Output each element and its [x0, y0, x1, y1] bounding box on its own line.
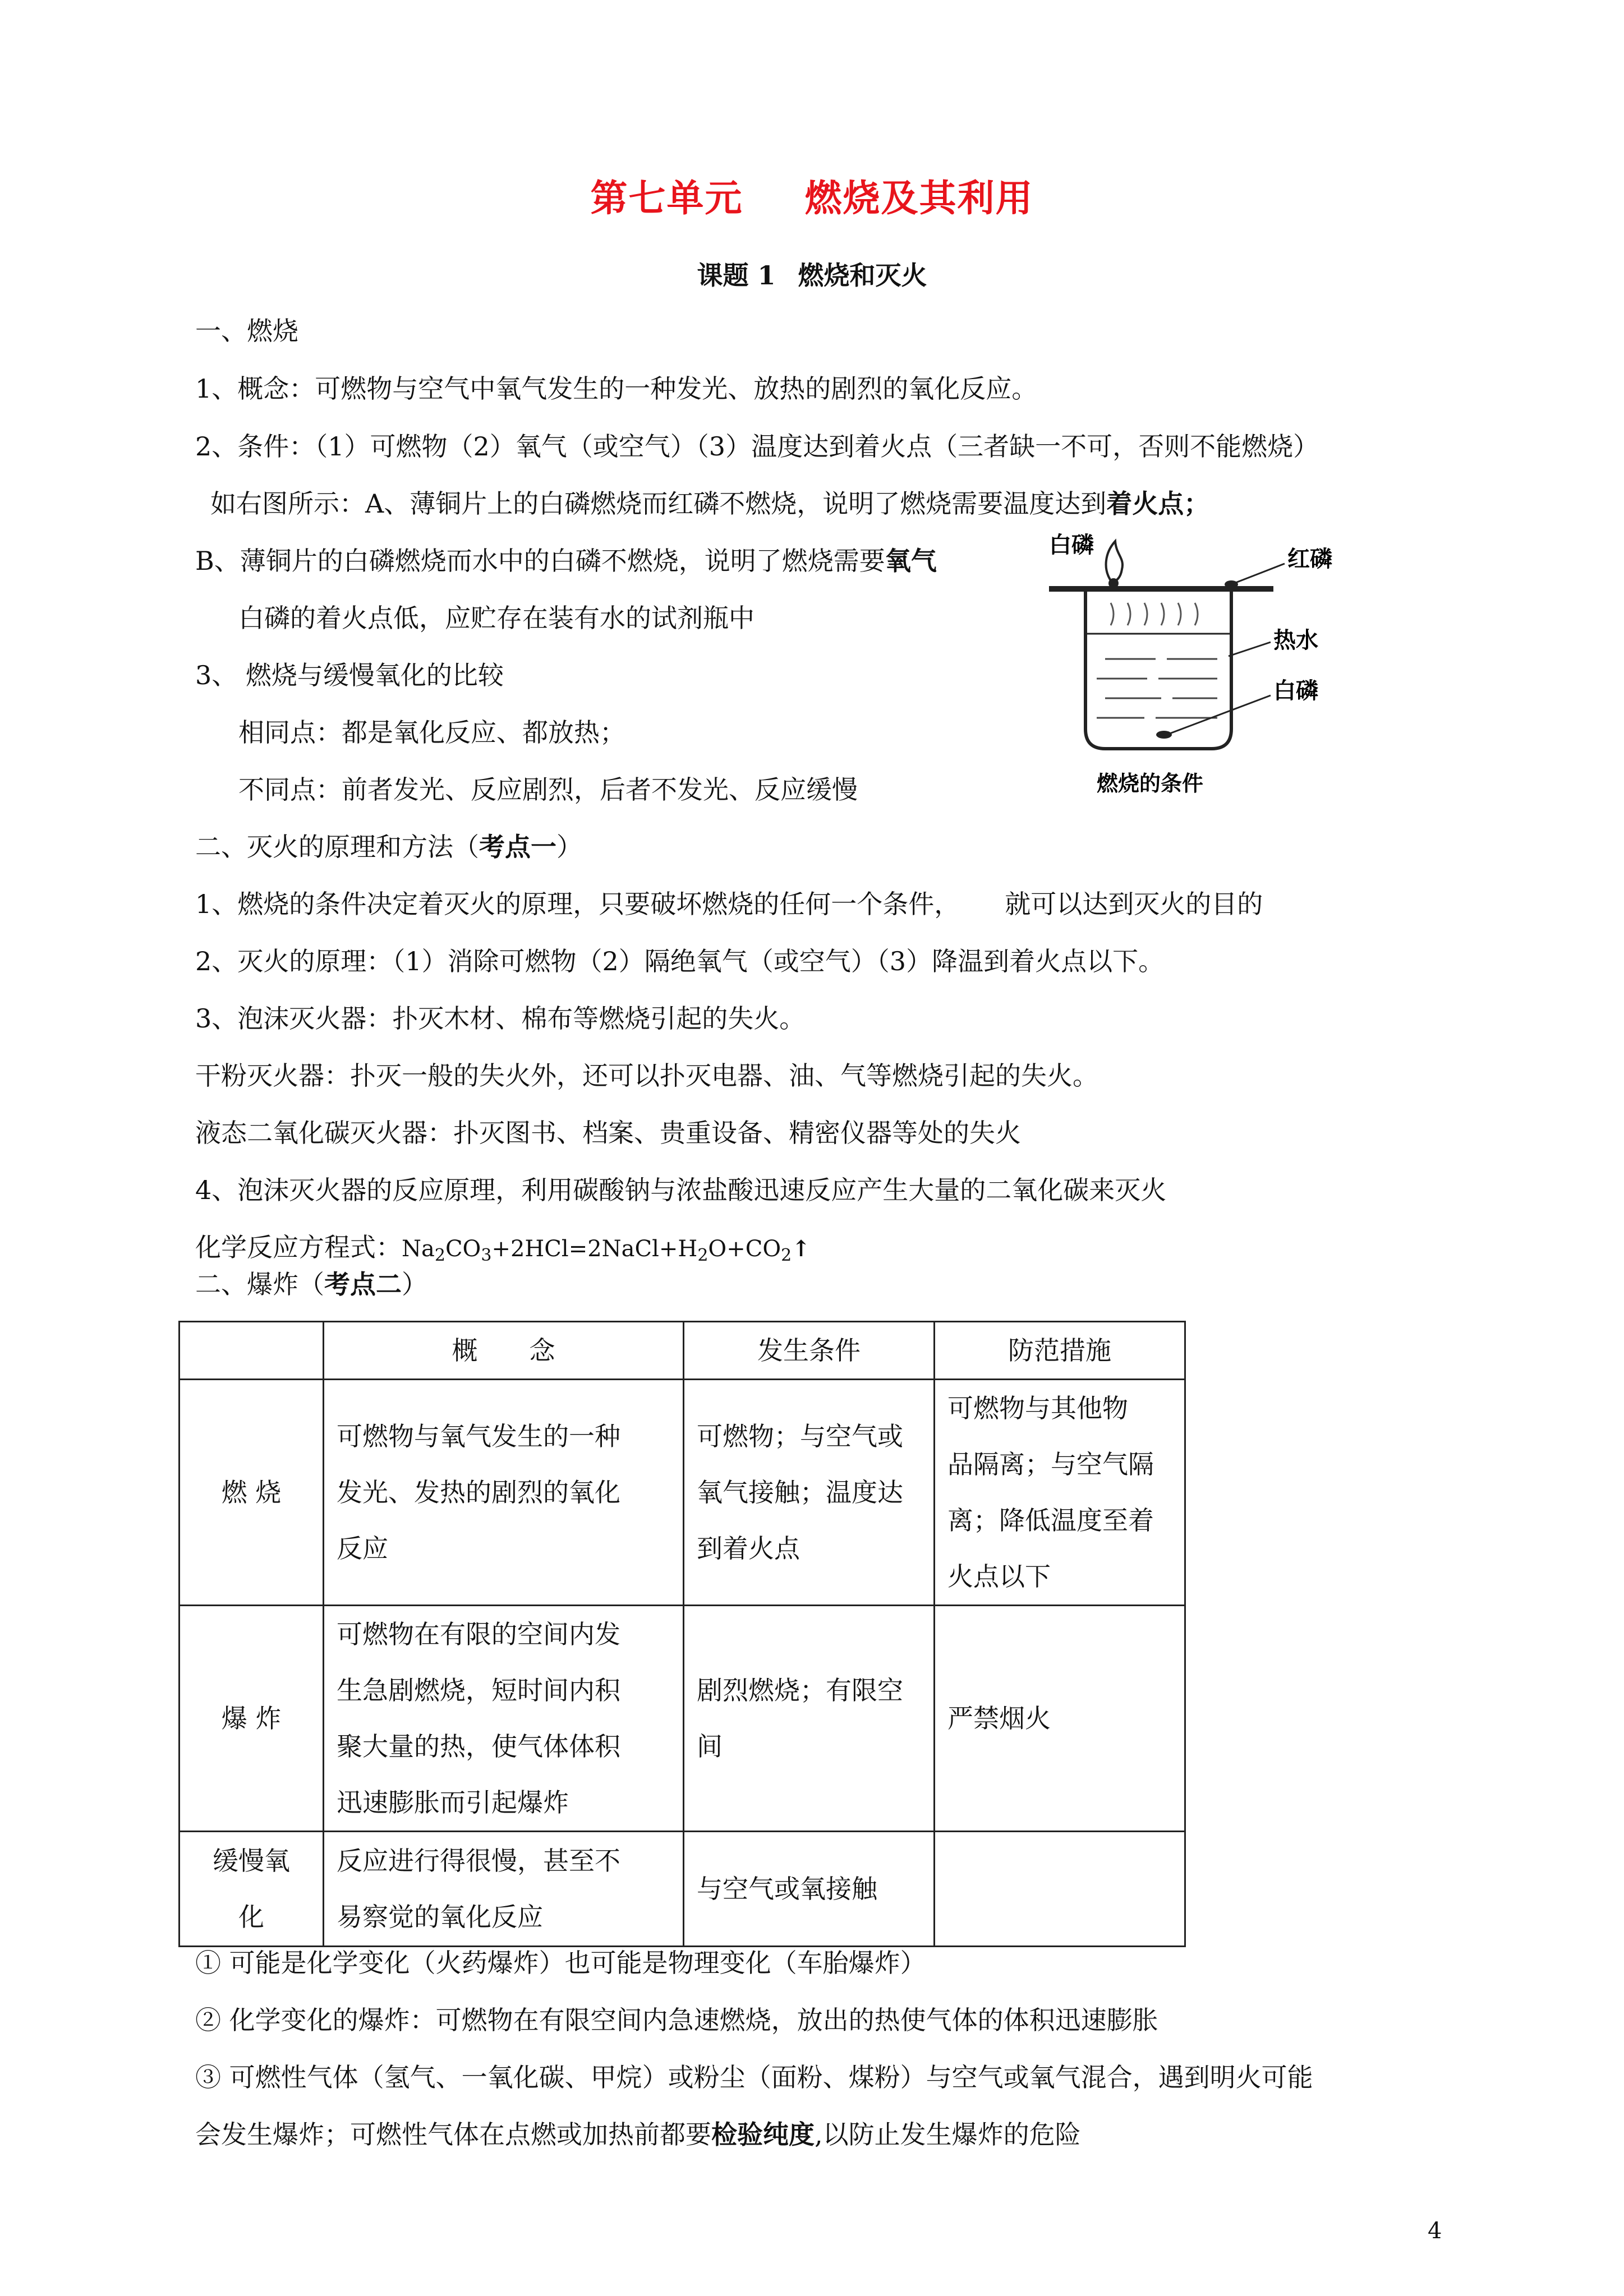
label-white-phosphorus-bottom: 白磷: [1273, 678, 1318, 704]
table-header-cell: 概 念: [324, 1322, 684, 1380]
steam-lines: [1111, 603, 1198, 625]
note-4: 会发生爆炸；可燃性气体在点燃或加热前都要检验纯度,以防止发生爆炸的危险: [195, 2119, 1081, 2150]
row-concept: 可燃物在有限的空间内发 生急剧燃烧，短时间内积 聚大量的热，使气体体积 迅速膨胀而引起爆炸: [324, 1606, 684, 1832]
figure-b-line: B、薄铜片的白磷燃烧而水中的白磷不燃烧，说明了燃烧需要氧气: [195, 546, 937, 576]
unit-title: 第七单元 燃烧及其利用: [590, 176, 1034, 220]
section1-heading: 一、燃烧: [195, 316, 298, 346]
table-header-cell: [180, 1322, 324, 1380]
beaker-diagram: [1049, 527, 1363, 802]
equation-line: 化学反应方程式：$Na_2CO_3+2HCl=2NaCl+H_2O+CO_2↑$: [195, 1232, 811, 1265]
flame-icon: [1106, 541, 1122, 582]
row-prevention: 可燃物与其他物 品隔离；与空气隔 离；降低温度至着 火点以下: [935, 1380, 1185, 1606]
concept-line: 1、概念：可燃物与空气中氧气发生的一种发光、放热的剧烈的氧化反应。: [195, 374, 1038, 404]
copper-plate: [1049, 586, 1273, 592]
row-prevention: [935, 1832, 1185, 1947]
beaker: [1085, 592, 1231, 749]
page-number: 4: [1428, 2218, 1442, 2244]
figure-a-line: 如右图所示：A、薄铜片上的白磷燃烧而红磷不燃烧，说明了燃烧需要温度达到着火点；: [210, 488, 1210, 519]
white-phosphorus-water: [1156, 731, 1172, 739]
note-3: ③ 可燃性气体（氢气、一氧化碳、甲烷）或粉尘（面粉、煤粉）与空气或氧气混合，遇到明火可能: [195, 2062, 1313, 2092]
row-name: 爆 炸: [180, 1606, 324, 1832]
row-name: 燃 烧: [180, 1380, 324, 1606]
label-hot-water: 热水: [1273, 628, 1318, 653]
row-concept: 反应进行得很慢，甚至不 易察觉的氧化反应: [324, 1832, 684, 1947]
extinguish-item1: 1、燃烧的条件决定着灭火的原理，只要破坏燃烧的任何一个条件， 就可以达到灭火的目的: [195, 889, 1263, 919]
row-concept: 可燃物与氧气发生的一种 发光、发热的剧烈的氧化 反应: [324, 1380, 684, 1606]
chemical-equation: $Na_2CO_3+2HCl=2NaCl+H_2O+CO_2↑$: [402, 1235, 811, 1265]
section2-heading: 二、灭火的原理和方法（考点一）: [195, 832, 582, 862]
note-1: ① 可能是化学变化（火药爆炸）也可能是物理变化（车胎爆炸）: [195, 1948, 926, 1978]
note-2: ② 化学变化的爆炸：可燃物在有限空间内急速燃烧，放出的热使气体的体积迅速膨胀: [195, 2005, 1158, 2035]
condition-line: 2、条件：（1）可燃物（2）氧气（或空气）（3）温度达到着火点（三者缺一不可，否则不能燃烧）: [195, 431, 1319, 462]
lesson-title: 课题 1 燃烧和灭火: [697, 260, 927, 291]
extinguish-item4: 4、泡沫灭火器的反应原理，利用碳酸钠与浓盐酸迅速反应产生大量的二氧化碳来灭火: [195, 1175, 1167, 1205]
table-row: [180, 1380, 1185, 1606]
row-condition: 可燃物；与空气或 氧气接触；温度达 到着火点: [684, 1380, 935, 1606]
dry-powder-line: 干粉灭火器：扑灭一般的失火外，还可以扑灭电器、油、气等燃烧引起的失火。: [195, 1061, 1098, 1091]
row-prevention: 严禁烟火: [935, 1606, 1185, 1832]
section3-heading: 二、爆炸（考点二）: [195, 1269, 427, 1299]
storage-line: 白磷的着火点低，应贮存在装有水的试剂瓶中: [238, 603, 755, 633]
diff-point-line: 不同点：前者发光、反应剧烈，后者不发光、反应缓慢: [238, 774, 858, 805]
extinguish-item2: 2、灭火的原理：（1）消除可燃物（2）隔绝氧气（或空气）（3）降温到着火点以下。: [195, 946, 1165, 976]
table-header-row: [180, 1322, 1185, 1380]
row-condition: 剧烈燃烧；有限空 间: [684, 1606, 935, 1832]
compare-heading: 3、 燃烧与缓慢氧化的比较: [195, 660, 504, 690]
table-row: [180, 1606, 1185, 1832]
table-header-cell: 发生条件: [684, 1322, 935, 1380]
label-white-phosphorus-top: 白磷: [1049, 532, 1094, 558]
row-condition: 与空气或氧接触: [684, 1832, 935, 1947]
row-name: 缓慢氧 化: [180, 1832, 324, 1947]
figure-caption: 燃烧的条件: [1097, 771, 1204, 796]
white-phosphorus-top: [1108, 578, 1119, 588]
table-row: [180, 1832, 1185, 1947]
co2-extinguisher-line: 液态二氧化碳灭火器：扑灭图书、档案、贵重设备、精密仪器等处的失火: [195, 1118, 1021, 1148]
label-red-phosphorus: 红磷: [1287, 546, 1332, 572]
same-point-line: 相同点：都是氧化反应、都放热；: [238, 717, 625, 748]
explosion-comparison-table: [178, 1321, 1186, 1947]
combustion-condition-figure: [1049, 527, 1363, 802]
extinguish-item3: 3、泡沫灭火器：扑灭木材、棉布等燃烧引起的失火。: [195, 1003, 806, 1034]
table-header-cell: 防范措施: [935, 1322, 1185, 1380]
